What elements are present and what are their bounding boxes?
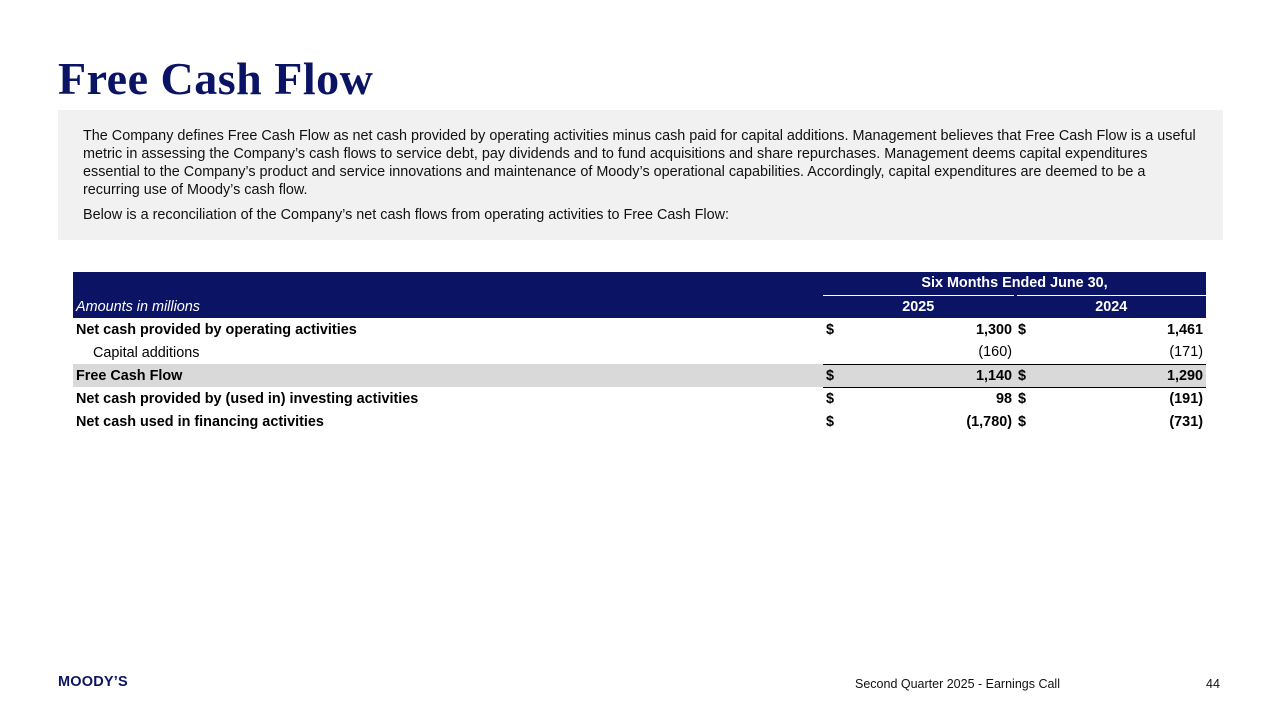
page-title: Free Cash Flow xyxy=(58,53,374,104)
value-2024: 1,290 xyxy=(1039,364,1206,387)
value-2024: (731) xyxy=(1169,413,1203,430)
currency-symbol: $ xyxy=(1018,390,1027,407)
value-2024: (171) xyxy=(1039,341,1206,364)
currency-symbol: $ xyxy=(1018,321,1027,338)
period-header: Six Months Ended June 30, xyxy=(823,272,1206,295)
reconciliation-intro: Below is a reconciliation of the Company’s net cash flows from operating activities to Free Cash Flow: xyxy=(83,207,730,223)
value-2025: 1,140 xyxy=(847,364,1015,387)
table-row-financing xyxy=(73,410,1206,433)
currency-symbol xyxy=(1015,341,1039,364)
value-2025: (1,780) xyxy=(966,413,1012,430)
description-paragraph: The Company defines Free Cash Flow as net cash provided by operating activities minus cash paid for capital additions. Management believes that Free Cash Flow is a useful metric in assessing the Company’s cash flows to service debt, pay dividends and to fund acquisitions and share repurchases. Management deems capital expenditures essential to the Company’s product and service innovations and maintenance of Moody’s operational capabilities. Accordingly, capital expenditures are deemed to be a recurring use of Moody’s cash flow. xyxy=(83,128,1196,198)
table-row-capital xyxy=(73,341,1206,364)
currency-symbol: $ xyxy=(1018,413,1027,430)
value-2025: 98 xyxy=(995,390,1012,407)
table-row-investing xyxy=(73,387,1206,410)
currency-symbol: $ xyxy=(826,321,835,338)
currency-symbol: $ xyxy=(826,413,835,430)
row-label: Net cash provided by (used in) investing activities xyxy=(76,390,419,407)
description-box xyxy=(58,110,1223,240)
table-row-operating xyxy=(73,318,1206,341)
page-number: 44 xyxy=(1206,677,1220,691)
free-cash-flow-table xyxy=(73,272,1206,433)
value-2025: 1,300 xyxy=(975,321,1012,338)
table-header-row xyxy=(73,295,1206,318)
year-header-2024: 2024 xyxy=(1015,295,1206,318)
value-2025: (160) xyxy=(847,341,1015,364)
row-label: Free Cash Flow xyxy=(73,364,823,387)
year-header-2025: 2025 xyxy=(823,295,1015,318)
currency-symbol: $ xyxy=(1015,364,1039,387)
currency-symbol: $ xyxy=(823,364,847,387)
value-2024: 1,461 xyxy=(1166,321,1203,338)
row-label: Net cash used in financing activities xyxy=(76,413,324,430)
row-label: Capital additions xyxy=(93,344,200,361)
footer-event-label: Second Quarter 2025 - Earnings Call xyxy=(855,677,1060,691)
table-row-free-cash-flow xyxy=(73,364,1206,387)
amounts-label: Amounts in millions xyxy=(73,295,823,318)
row-label: Net cash provided by operating activities xyxy=(76,321,357,338)
table-header-row xyxy=(73,272,1206,295)
value-2024: (191) xyxy=(1169,390,1203,407)
currency-symbol: $ xyxy=(826,390,835,407)
moodys-logo: MOODY’S xyxy=(58,674,128,690)
currency-symbol xyxy=(823,341,847,364)
